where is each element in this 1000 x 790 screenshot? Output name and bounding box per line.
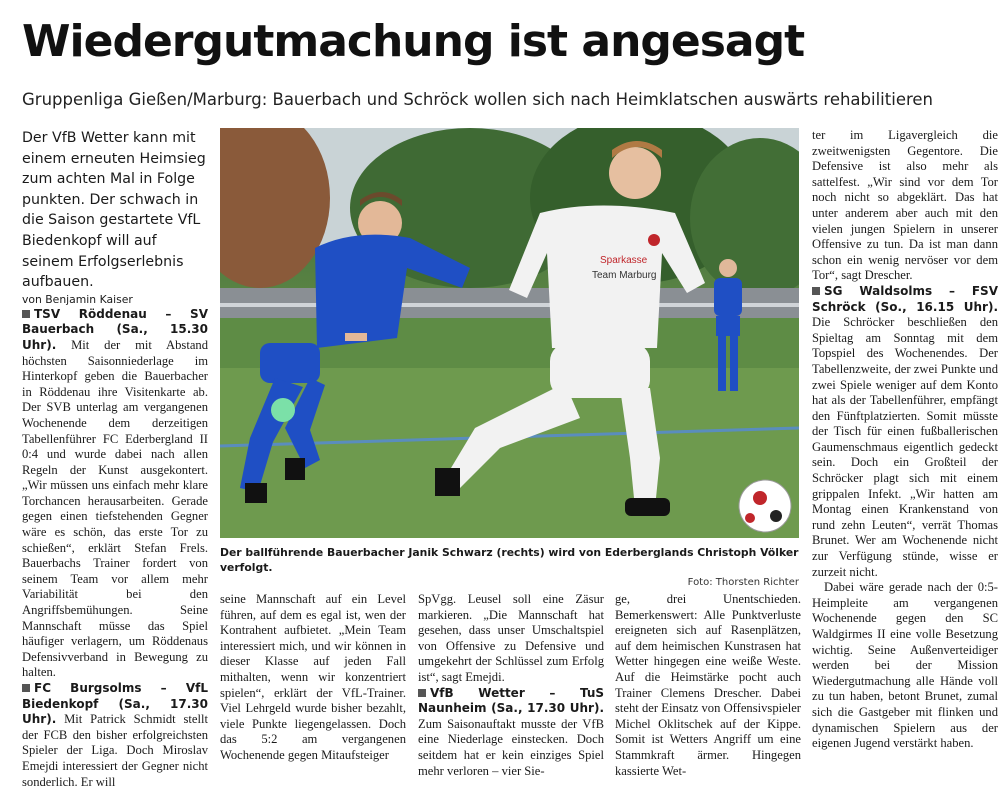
match-photo-illustration <box>220 128 799 538</box>
column-3-text: SpVgg. Leusel soll eine Zäsur markieren. „Die Mannschaft hat gesehen, dass unser Umschaltspiel von Offensive zu Defensive und umgekehrt der Schlüssel zum Erfolg ist“, sagt Emejdi. <box>418 592 604 684</box>
shirt-sponsor: Sparkasse <box>600 255 648 266</box>
column-4-text: ge, drei Unentschieden. Bemerkenswert: Alle Punktverluste ereigneten sich auf Rasenplätzen, auf dem heimischen Kunstrasen hat Wetter hingegen eine weiße Weste. Auf die Heimstärke pocht auch Trainer Clemens Drescher. Dabei steht der Einsatz von Offensivspieler Michel Oklitschek auf der Kippe. Somit ist Wetters Angriff um eine Stammkraft ärmer. Hingegen kassierte Wet- <box>615 592 801 778</box>
match-text-2: Mit Patrick Schmidt stellt der FCB den bisher erfolgreichsten Spieler der Liga. Doch Miroslav Emejdi interessiert der Gegner nicht sonderlich. Er will <box>22 712 208 789</box>
match-block-4 <box>812 284 998 580</box>
column-2-text: seine Mannschaft auf ein Level führen, auf dem es egal ist, wen der Kontrahent aufbietet. „Mein Team interessiert mich, und wir können in dieser Klasse auf jeden Fall mithalten, wenn wir konzentriert spielen“, erklärt der VfL-Trainer. Viel Lehrgeld wurde bisher bezahlt, viele Punkte liegengelassen. Doch das 5:2 am vergangenen Wochenende gegen Mitaufsteiger <box>220 592 406 762</box>
column-3 <box>418 592 604 779</box>
column-4 <box>615 592 801 779</box>
match-heading-1: TSV Röddenau – SV Bauerbach (Sa., 15.30 Uhr). <box>22 306 208 352</box>
match-heading-2: FC Burgsolms – VfL Biedenkopf (Sa., 17.30 Uhr). <box>22 681 208 727</box>
match-block-1 <box>22 307 208 681</box>
article-subheadline: Gruppenliga Gießen/Marburg: Bauerbach und Schröck wollen sich nach Heimklatschen auswärts rehabilitieren <box>22 90 933 109</box>
match-text-1: Mit der mit Abstand höchsten Saisonniederlage im Hinterkopf geben die Bauerbacher in Röddenau ihre Visitenkarte ab. Der SVB unterlag am vergangenen Wochenende dem derzeitigen Tabellenführer FC Ederbergland II 0:4 und wurde dabei nach allen Regeln der Kunst ausgekontert. „Wir müssen uns einfach mehr klare Torchancen herausarbeiten. Gerade gegen einen tiefstehenden Gegner wäre es schön, das erste Tor zu schießen“, erklärt Stefan Frels. Bauerbachs Trainer fordert von seinem Team vor allem mehr Variabilität bei den Angriffsbemühungen. Seine Mannschaft müsse das Spiel häufiger verlagern, um Röddenaus Defensivverband in Bewegung zu halten. <box>22 337 209 680</box>
column-1 <box>22 128 208 790</box>
match-heading-3: VfB Wetter – TuS Naunheim (Sa., 17.30 Uhr). <box>418 685 604 716</box>
bullet-square-icon <box>22 310 30 318</box>
bullet-square-icon <box>22 684 30 692</box>
match-photo <box>220 128 799 538</box>
bullet-square-icon <box>812 287 820 295</box>
match-block-2 <box>22 681 208 790</box>
photo-credit: Foto: Thorsten Richter <box>687 577 799 588</box>
bullet-square-icon <box>418 689 426 697</box>
match-text-3: Zum Saisonauftakt musste der VfB eine Niederlage einstecken. Doch seitdem hat er kein einziges Spiel mehr verloren – vier Sie- <box>418 716 604 778</box>
match-block-3 <box>418 686 604 780</box>
article-headline: Wiedergutmachung ist angesagt <box>22 16 805 67</box>
caption-text: Der ballführende Bauerbacher Janik Schwarz (rechts) wird von Ederberglands Christoph Völker verfolgt. <box>220 546 799 574</box>
match-text-4: Die Schröcker beschließen den Spieltag am Sonntag mit dem Topspiel des Wochenendes. Der Tabellenzweite, der zwei Punkte und zwei Spiele weniger auf dem Konto hat als der Tabellenführer, empfängt den Fünftplatzierten. Somit müsste der Tisch für einen fußballerischen Gaumenschmaus eigentlich gedeckt sein. Doch ein Großteil der Schröcker plagt sich mit einem grippalen Infekt. „Wir hatten am Montag einen Krankenstand von rund zehn Leuten“, verrät Thomas Brunet. Wer am Wochenende nicht zur Verfügung stünde, wisse er zurzeit nicht. <box>812 315 998 579</box>
football <box>739 480 791 532</box>
match-heading-4: SG Waldsolms – FSV Schröck (So., 16.15 Uhr). <box>812 283 998 314</box>
photo-caption <box>220 545 799 590</box>
column-2 <box>220 592 406 764</box>
shirt-text: Team Marburg <box>592 270 657 281</box>
column-5-text: ter im Ligavergleich die zweitwenigsten Gegentore. Die Defensive ist also mehr als sattelfest. „Wir sind vor dem Tor noch nicht so abgeklärt. Das hat unter anderem aber auch mit den vielen jungen Spielern in unserer Offensive zu tun. Da ist man dann schon ein wenig nervöser vor dem Tor“, sagt Drescher. <box>812 128 998 283</box>
article-teaser: Der VfB Wetter kann mit einem erneuten Heimsieg zum achten Mal in Folge punkten. Der schwach in die Saison gestartete VfL Biedenkopf will auf seinem Erfolgserlebnis aufbauen. <box>22 130 206 291</box>
column-5-text-2: Dabei wäre gerade nach der 0:5-Heimpleite am vergangenen Wochenende gegen den SC Waldgirmes II eine volle Besetzung wichtig. Seine Außenverteidiger werden bei der Mission Wiedergutmachung alle Hände voll zu tun haben, betont Brunet, zumal sich die Gastgeber mit flinken und dynamischen Spielern aus der eigenen Jugend verstärkt haben. <box>812 580 998 751</box>
column-5 <box>812 128 998 752</box>
byline: von Benjamin Kaiser <box>22 292 133 306</box>
